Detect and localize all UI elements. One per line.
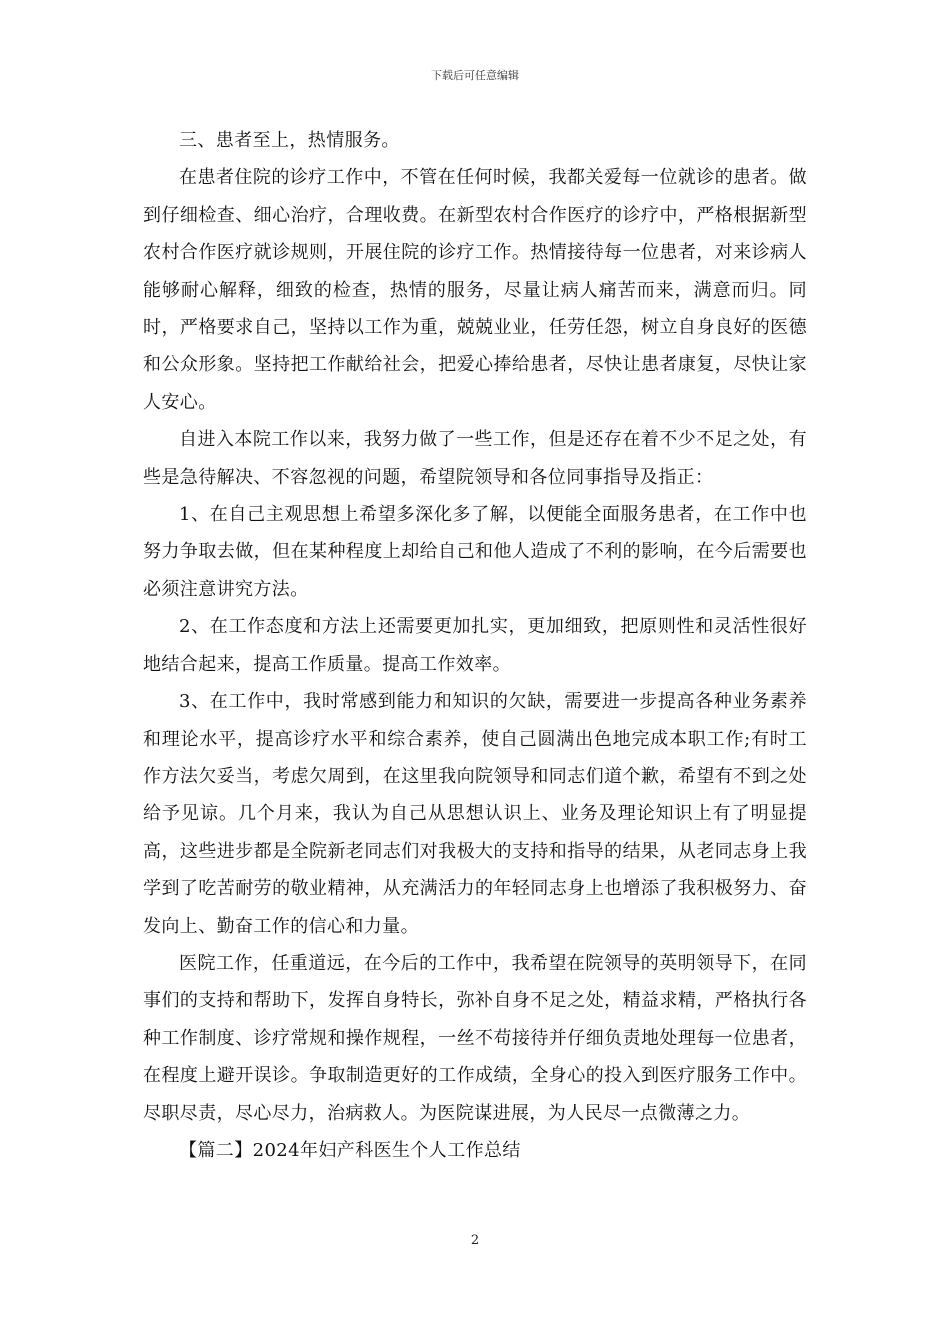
page-header: 下载后可任意编辑 [431,69,519,82]
list-item: 3、在工作中，我时常感到能力和知识的欠缺，需要进一步提高各种业务素养和理论水平，提高诊疗水平和综合素养，使自己圆满出色地完成本职工作;有时工作方法欠妥当，考虑欠周到，在这里我向院领导和同志们道个歉，希望有不到之处给予见谅。几个月来，我认为自己从思想认识上、业务及理论知识上有了明显提高，这些进步都是全院新老同志们对我极大的支持和指导的结果，从老同志身上我学到了吃苦耐劳的敬业精神，从充满活力的年轻同志身上也增添了我积极努力、奋发向上、勤奋工作的信心和力量。 [143,691,807,937]
next-section-title: 【篇二】2024年妇产科医生个人工作总结 [179,1139,521,1161]
document-body [143,122,807,1169]
page-number: 2 [470,1233,480,1248]
paragraph: 医院工作，任重道远，在今后的工作中，我希望在院领导的英明领导下，在同事们的支持和帮助下，发挥自身特长，弥补自身不足之处，精益求精，严格执行各种工作制度、诊疗常规和操作规程，一丝不苟接待并仔细负责地处理每一位患者，在程度上避开误诊。争取制造更好的工作成绩，全身心的投入到医疗服务工作中。尽职尽责，尽心尽力，治病救人。为医院谋进展，为人民尽一点微薄之力。 [143,952,807,1124]
list-item: 2、在工作态度和方法上还需要更加扎实，更加细致，把原则性和灵活性很好地结合起来，提高工作质量。提高工作效率。 [143,616,807,675]
list-item: 1、在自己主观思想上希望多深化多了解，以便能全面服务患者，在工作中也努力争取去做，但在某种程度上却给自己和他人造成了不利的影响，在今后需要也必须注意讲究方法。 [143,504,807,600]
paragraph: 在患者住院的诊疗工作中，不管在任何时候，我都关爱每一位就诊的患者。做到仔细检查、细心治疗，合理收费。在新型农村合作医疗的诊疗中，严格根据新型农村合作医疗就诊规则，开展住院的诊疗工作。热情接待每一位患者，对来诊病人能够耐心解释，细致的检查，热情的服务，尽量让病人痛苦而来，满意而归。同时，严格要求自己，坚持以工作为重，兢兢业业，任劳任怨，树立自身良好的医德和公众形象。坚持把工作献给社会，把爱心捧给患者，尽快让患者康复，尽快让家人安心。 [143,167,807,413]
section-heading: 三、患者至上，热情服务。 [179,130,400,151]
paragraph: 自进入本院工作以来，我努力做了一些工作，但是还存在着不少不足之处，有些是急待解决、不容忽视的问题，希望院领导和各位同事指导及指正： [143,429,807,488]
